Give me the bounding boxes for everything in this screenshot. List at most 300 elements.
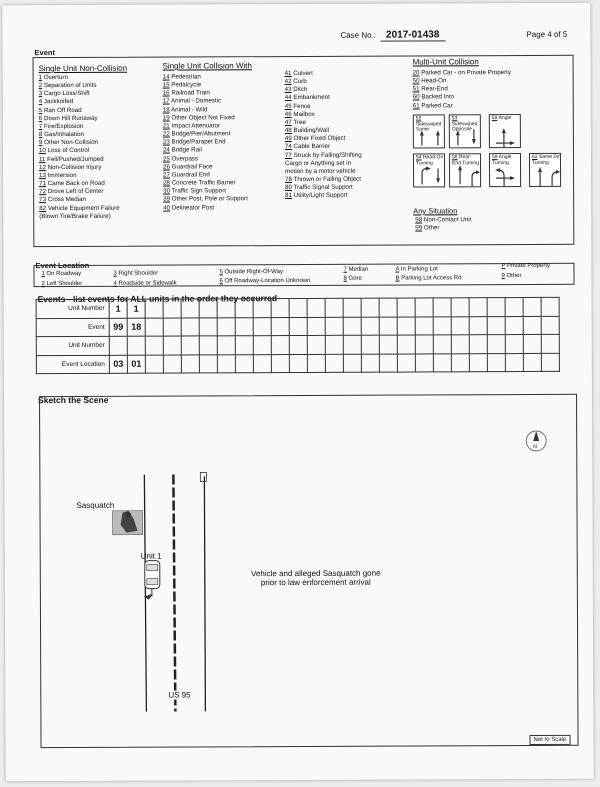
item-code: 25 (162, 155, 170, 163)
location-option (219, 269, 283, 275)
event-cell[interactable] (505, 335, 523, 354)
location-text: Gore (348, 275, 362, 282)
road-label: US 95 (168, 690, 191, 700)
item-text: Down Hill Runaway (43, 114, 98, 122)
event-cell[interactable] (505, 316, 523, 335)
item-text: Cargo or Anything set in (284, 159, 352, 167)
event-cell[interactable] (181, 317, 199, 336)
event-cell[interactable] (379, 335, 397, 354)
event-cell[interactable] (145, 318, 163, 337)
item-text: Tree (293, 118, 306, 126)
item-code: 20 (412, 69, 420, 77)
item-text: Loss of Control (47, 147, 90, 155)
event-cell[interactable] (523, 334, 541, 353)
code-item (39, 212, 120, 221)
item-text: Delineator Post (171, 203, 215, 212)
event-cell[interactable] (451, 335, 469, 354)
item-text: Parked Car (421, 101, 453, 110)
item-text: motion by a motor vehicle (285, 167, 356, 175)
item-text: Embankment (293, 94, 330, 102)
road-center-line (173, 475, 175, 712)
item-text: Backed Into (421, 93, 455, 101)
event-cell[interactable] (271, 336, 289, 355)
event-cell[interactable] (253, 299, 271, 318)
item-text: Other Fixed Object (293, 135, 346, 143)
event-cell[interactable] (397, 353, 415, 372)
item-code: 39 (163, 195, 171, 203)
event-cell[interactable] (451, 353, 469, 372)
collision-type-tile-52 (413, 114, 445, 148)
item-code: 13 (39, 171, 46, 180)
location-option (501, 273, 521, 279)
scene-note-line-2: prior to law enforcement arrival (260, 577, 371, 588)
single-non-collision-heading: Single Unit Non-Collision (38, 63, 128, 74)
events-table-row (36, 297, 559, 318)
item-code: 15 (162, 81, 170, 89)
event-cell[interactable] (415, 353, 433, 372)
events-table-row (36, 353, 559, 374)
item-text: Ditch (293, 86, 308, 94)
item-text: Bridge Rail (171, 146, 202, 154)
tile-code: 56 (451, 154, 458, 161)
event-cell[interactable] (199, 299, 217, 318)
item-text: Ran Off Road (43, 106, 82, 114)
event-cell[interactable] (415, 298, 433, 317)
item-code: 14 (162, 73, 170, 81)
item-text: Overpass (171, 154, 199, 163)
scene-note-line-1: Vehicle and alleged Sasquatch gone (251, 568, 381, 579)
item-code: 2 (38, 82, 43, 90)
item-code: 99 (415, 224, 423, 232)
tile-text: Rear-End Turning (451, 154, 479, 166)
item-code: 47 (284, 118, 292, 126)
item-code: 22 (162, 130, 170, 138)
event-cell[interactable] (523, 353, 541, 372)
item-text: Other Object Not Fixed (171, 114, 235, 122)
event-cell[interactable] (145, 355, 163, 374)
item-text: Concrete Traffic Barrier (171, 179, 236, 187)
multi-unit-heading: Multi-Unit Collision (412, 57, 479, 67)
item-code: 74 (284, 143, 292, 151)
item-text: Fell/Pushed/Jumped (47, 155, 104, 163)
item-code: 60 (412, 93, 420, 101)
event-cell[interactable] (541, 297, 559, 316)
event-cell[interactable] (289, 354, 307, 373)
item-code: 21 (162, 122, 170, 130)
item-code: 6 (38, 114, 43, 122)
tile-code: 52 (415, 115, 422, 122)
item-text: Utility/Light Support (293, 192, 348, 200)
location-option (114, 281, 177, 287)
road-left-edge (144, 475, 146, 712)
tile-label (416, 116, 444, 133)
location-code: B (395, 275, 400, 282)
case-number-value: 2017-01438 (380, 29, 445, 41)
event-cell[interactable] (217, 354, 235, 373)
event-cell[interactable] (469, 353, 487, 372)
item-text: Cross Median (47, 196, 86, 204)
event-cell[interactable] (433, 335, 451, 354)
event-cell[interactable] (181, 354, 199, 373)
event-cell[interactable] (235, 336, 253, 355)
item-text: (Blown Tire/Brake Failure) (39, 212, 111, 220)
location-option (220, 278, 311, 284)
event-cell[interactable] (397, 298, 415, 317)
event-cell[interactable] (163, 336, 181, 355)
event-cell[interactable] (415, 335, 433, 354)
item-code: 18 (162, 106, 170, 114)
item-code: 19 (162, 114, 170, 122)
events-table-row (36, 334, 559, 355)
item-text: Fire/Explosion (44, 122, 84, 131)
single-collision-list-1 (163, 73, 248, 212)
item-code: 80 (285, 184, 293, 192)
tile-text: Same Dir Turning (531, 153, 560, 166)
event-cell[interactable] (433, 353, 451, 372)
item-code: 1 (38, 74, 43, 82)
event-cell[interactable] (361, 298, 379, 317)
tile-text: Angle (498, 115, 512, 122)
location-text: Median (348, 266, 369, 273)
event-cell[interactable] (145, 336, 163, 355)
event-cell[interactable] (235, 354, 253, 373)
event-cell[interactable] (271, 317, 289, 336)
event-cell[interactable] (199, 354, 217, 373)
event-cell[interactable] (181, 299, 199, 318)
event-cell[interactable]: 03 (109, 355, 127, 374)
event-cell[interactable] (415, 316, 433, 335)
form-page (2, 3, 593, 782)
event-cell[interactable] (253, 354, 271, 373)
item-text: Non-Collision Injury (47, 163, 102, 171)
scene-note (211, 568, 421, 587)
location-code: A (395, 266, 400, 273)
item-code: 4 (38, 98, 43, 106)
item-code: 30 (163, 187, 171, 195)
location-code: 8 (343, 275, 347, 282)
event-cell[interactable] (109, 336, 127, 355)
row-label: Unit Number (36, 299, 109, 318)
code-item (413, 69, 511, 78)
page-indicator: Page 4 of 5 (526, 29, 568, 39)
event-cell[interactable] (343, 298, 361, 317)
event-cell[interactable] (523, 297, 541, 316)
item-code: 50 (412, 77, 420, 85)
item-code: 26 (163, 163, 170, 171)
tile-code: 54 (415, 154, 422, 161)
location-option (343, 267, 368, 273)
event-cell[interactable] (199, 317, 217, 336)
item-code: 77 (284, 151, 292, 159)
item-text: Building/Wall (293, 126, 330, 135)
event-cell[interactable] (361, 335, 379, 354)
event-cell[interactable] (487, 316, 505, 335)
item-text: Guardrail End (171, 171, 210, 179)
event-cell[interactable] (487, 335, 505, 354)
event-cell[interactable] (397, 316, 415, 335)
event-cell[interactable] (217, 317, 235, 336)
item-text: Bridge/Pier/Abutment (171, 130, 231, 138)
item-text: Culvert (293, 69, 313, 78)
event-cell[interactable] (325, 317, 343, 336)
row-label: Event (36, 318, 109, 337)
item-text: Non-Contact Unit (423, 216, 472, 224)
tile-code: 53 (451, 115, 458, 122)
collision-type-tile-62 (529, 153, 561, 187)
event-cell[interactable] (199, 336, 217, 355)
event-cell[interactable] (325, 354, 343, 373)
location-text: Off Roadway-Location Unknown (224, 277, 311, 285)
event-cell[interactable]: 18 (127, 318, 145, 337)
event-cell[interactable] (379, 298, 397, 317)
any-situation-list (415, 216, 471, 233)
item-text: Vehicle Equipment Failure (47, 204, 120, 212)
event-cell[interactable] (469, 316, 487, 335)
item-code: 81 (285, 192, 293, 200)
event-cell[interactable] (289, 335, 307, 354)
single-non-collision-list (39, 74, 120, 221)
item-text: Curb (293, 78, 307, 86)
item-code: 8 (38, 131, 43, 139)
item-text: Mailbox (293, 110, 315, 118)
event-cell[interactable] (505, 353, 523, 372)
item-text: Animal - Wild (171, 106, 208, 114)
event-cell[interactable] (307, 354, 325, 373)
event-cell[interactable] (325, 298, 343, 317)
location-text: Private Property (507, 262, 551, 270)
location-code: 6 (219, 278, 223, 285)
event-cell[interactable] (361, 317, 379, 336)
single-collision-list-2 (285, 70, 362, 201)
tile-text: Sideswiped Opposite (451, 120, 478, 133)
location-text: In Parking Lot (400, 266, 438, 273)
item-code: 7 (38, 123, 43, 131)
item-code: 78 (285, 176, 292, 184)
code-item (285, 119, 362, 127)
events-table-row (36, 316, 559, 337)
item-text: Bridge/Parapet End (171, 138, 226, 146)
item-code: 5 (38, 106, 43, 114)
tile-code: 59 (491, 154, 498, 161)
item-code: 72 (39, 188, 47, 196)
event-cell[interactable] (181, 336, 199, 355)
event-cell[interactable]: 01 (127, 355, 145, 374)
events-table-title: Events - list events for ALL units in the order they occurred (37, 293, 278, 305)
sketch-area (39, 394, 579, 748)
item-code: 40 (163, 204, 171, 212)
sasquatch-figure (113, 511, 143, 535)
event-cell[interactable] (217, 299, 235, 318)
code-item (415, 216, 471, 224)
event-cell[interactable] (253, 317, 271, 336)
location-text: Left Shoulder (46, 280, 83, 288)
event-cell[interactable] (325, 335, 343, 354)
item-code: 27 (163, 171, 170, 179)
item-code: 71 (39, 180, 46, 188)
item-text: Pedestrian (171, 73, 201, 81)
collision-type-tile-54 (413, 153, 445, 187)
item-text: Struck by Falling/Shifting (293, 151, 362, 159)
item-code: 45 (284, 102, 292, 110)
event-cell[interactable] (343, 354, 361, 373)
code-item (285, 151, 362, 159)
case-number-field (340, 29, 445, 40)
event-cell[interactable] (487, 298, 505, 317)
item-text: Head-On (421, 77, 447, 85)
item-text: Gas/Inhalation (44, 131, 84, 139)
event-section-label: Event (34, 48, 55, 58)
event-cell[interactable] (307, 335, 325, 354)
location-option (41, 271, 81, 277)
item-code: 12 (39, 163, 46, 171)
tile-label (416, 155, 444, 166)
item-text: Rear-End (421, 85, 448, 93)
location-code: 9 (501, 273, 505, 280)
event-cell[interactable]: 99 (109, 318, 127, 337)
event-cell[interactable] (505, 298, 523, 317)
event-cell[interactable] (307, 317, 325, 336)
item-code: 16 (162, 89, 170, 97)
collision-type-tile-58 (489, 114, 521, 148)
tile-label (532, 155, 560, 166)
item-code: 10 (38, 147, 46, 155)
event-cell[interactable] (433, 316, 451, 335)
row-label: Unit Number (36, 336, 109, 355)
event-cell[interactable] (217, 336, 235, 355)
item-code: 24 (162, 146, 170, 154)
item-text: Other Non-Collision (44, 139, 99, 147)
item-code: 41 (284, 70, 292, 78)
location-code: 5 (219, 269, 223, 276)
case-number-label: Case No.: (340, 30, 377, 40)
row-label: Event Location (36, 355, 109, 374)
item-text: Traffic Signal Support (293, 183, 353, 192)
event-cell[interactable] (397, 335, 415, 354)
item-text: Thrown or Falling Object (293, 175, 361, 184)
location-text: Outside Right-Of-Way (224, 269, 283, 276)
event-cell[interactable] (235, 299, 253, 318)
item-code: 51 (412, 85, 420, 93)
location-text: Parking Lot Access Rd (401, 275, 462, 282)
item-text: Other (423, 224, 440, 232)
item-code: 17 (162, 98, 170, 106)
event-cell[interactable] (271, 354, 289, 373)
north-label: N (533, 443, 537, 450)
item-text: Guardrail Face (171, 163, 213, 171)
code-item (285, 143, 362, 151)
event-cell[interactable] (487, 353, 505, 372)
tile-label (492, 116, 512, 122)
item-code: 23 (162, 138, 170, 146)
item-text: Traffic Sign Support (171, 187, 226, 195)
event-cell[interactable] (451, 298, 469, 317)
collision-type-tile-56 (449, 153, 481, 187)
event-cell[interactable] (235, 317, 253, 336)
event-cell[interactable] (127, 336, 145, 355)
item-text: Cable Barrier (293, 143, 331, 151)
event-cell[interactable] (145, 299, 163, 318)
event-cell[interactable] (379, 317, 397, 336)
item-text: Drove Left of Center (47, 188, 104, 196)
event-cell[interactable] (541, 316, 559, 335)
item-code: 9 (38, 139, 43, 147)
tile-code: 58 (491, 115, 498, 122)
tile-text: Angle Turning (491, 154, 512, 166)
location-code: 2 (41, 281, 45, 288)
code-item (285, 135, 362, 143)
item-code: 49 (284, 135, 292, 143)
item-text: Separation of Units (43, 82, 97, 90)
event-cell[interactable] (523, 316, 541, 335)
event-location-label: Event Location (35, 260, 90, 271)
event-cell[interactable] (163, 355, 181, 374)
event-cell[interactable] (343, 335, 361, 354)
any-situation-heading: Any Situation (413, 206, 458, 216)
code-item (163, 204, 248, 213)
event-cell[interactable] (451, 316, 469, 335)
code-item (285, 159, 362, 167)
tile-label (452, 116, 480, 133)
code-item (285, 184, 362, 192)
event-cell[interactable] (163, 299, 181, 318)
item-text: Overturn (43, 74, 68, 82)
location-option (395, 266, 437, 272)
event-cell[interactable] (253, 336, 271, 355)
event-cell[interactable] (289, 298, 307, 317)
item-code: 42 (284, 78, 292, 86)
location-option (113, 271, 158, 277)
event-cell[interactable] (271, 299, 289, 318)
item-text: Impact Attenuator (171, 122, 220, 130)
event-cell[interactable] (289, 317, 307, 336)
single-collision-heading: Single Unit Collision With (162, 61, 252, 71)
event-cell[interactable] (163, 318, 181, 337)
item-code: 11 (38, 155, 46, 163)
event-cell[interactable] (541, 334, 559, 353)
event-cell[interactable] (361, 354, 379, 373)
location-code: 7 (343, 266, 347, 273)
event-cell[interactable] (433, 298, 451, 317)
location-text: On Roadway (46, 270, 82, 278)
code-item (163, 114, 248, 123)
event-cell[interactable]: 1 (109, 299, 127, 318)
event-cell[interactable] (469, 298, 487, 317)
item-text: Parked Car - on Private Property (421, 69, 512, 77)
item-text: Fence (293, 102, 311, 110)
event-cell[interactable] (343, 317, 361, 336)
sign-post (200, 472, 206, 481)
location-code: 1 (41, 271, 45, 278)
item-code: 82 (39, 204, 47, 212)
tile-code: 62 (531, 153, 538, 160)
event-cell[interactable] (469, 335, 487, 354)
item-code: 43 (284, 86, 292, 94)
multi-unit-list (413, 69, 512, 110)
location-code: P (501, 263, 506, 270)
item-text: Jackknifed (43, 98, 74, 106)
location-option (501, 263, 550, 269)
vehicle-unit-1 (144, 561, 160, 600)
code-item (415, 224, 471, 232)
item-code: 73 (39, 196, 47, 204)
code-item (413, 102, 511, 111)
event-cell[interactable] (541, 353, 559, 372)
event-cell[interactable] (379, 354, 397, 373)
collision-type-tile-53 (449, 114, 481, 148)
event-cell[interactable] (307, 298, 325, 317)
code-item (163, 196, 248, 205)
event-cell[interactable]: 1 (127, 299, 145, 318)
